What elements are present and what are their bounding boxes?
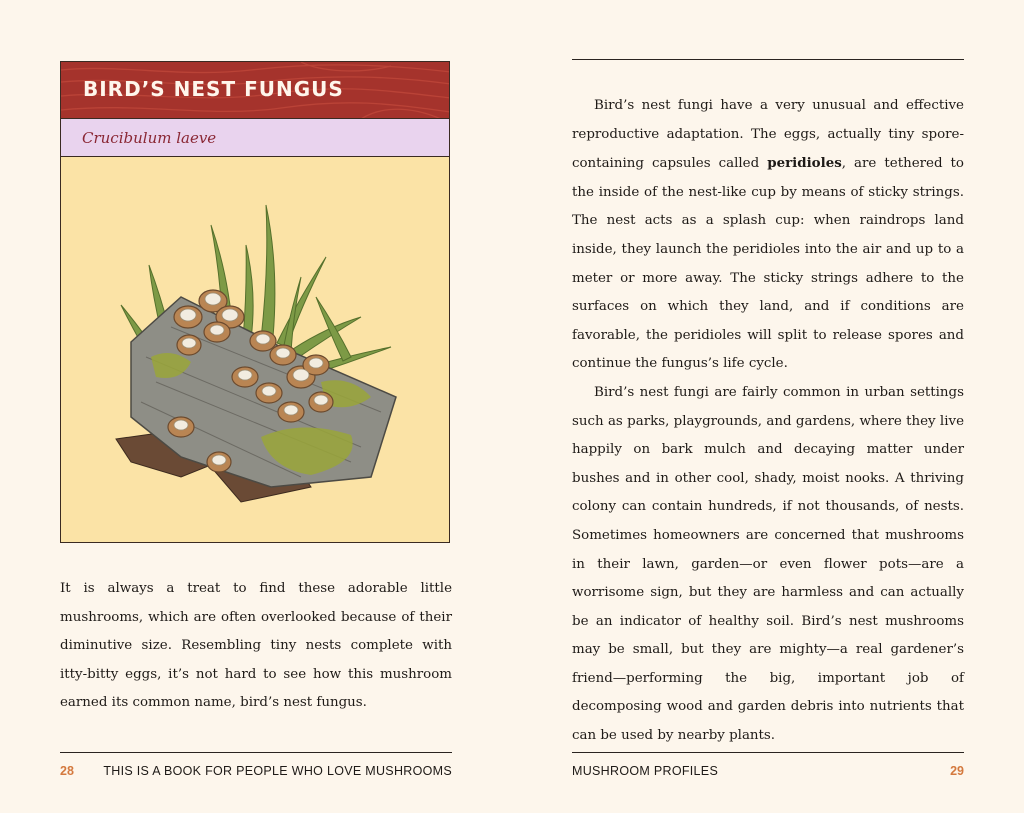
card-subtitle (61, 119, 449, 157)
species-card (60, 61, 450, 543)
body-text (572, 92, 964, 751)
page-number: 28 (60, 764, 74, 778)
paragraph-1-start: Bird’s nest fungi have a very unusual and effective reproductive adaptation. The eggs, actually tiny spore-containing capsules called (572, 98, 964, 172)
footer-divider (572, 752, 964, 753)
paragraph-2: Bird’s nest fungi are fairly common in urban settings such as parks, playgrounds, and gardens, where they live happily on bark mulch and decaying matter under bushes and in other cool, shady, moist nooks. A thriving colony can contain hundreds, if not thousands, of nests. Sometimes homeowners are concerned that mushrooms in their lawn, garden—or even flower pots—are a worrisome sign, but they are harmless and can actually be an indicator of healthy soil. Bird’s nest mushrooms may be small, but they are mighty—a real gardener’s friend—performing the big, important job of decomposing wood and garden debris into nutrients that can be used by nearby plants. (572, 384, 964, 744)
header-divider (572, 59, 964, 60)
birds-nest-fungus-on-log-icon (61, 157, 449, 543)
paragraph-1 (572, 92, 964, 379)
running-head: MUSHROOM PROFILES (572, 764, 719, 778)
running-head: THIS IS A BOOK FOR PEOPLE WHO LOVE MUSHROOMS (103, 764, 452, 778)
card-header (61, 62, 449, 119)
card-title: BIRD’S NEST FUNGUS (83, 77, 344, 101)
paragraph-1-end: , are tethered to the inside of the nest-like cup by means of sticky strings. The nest acts as a splash cup: when raindrops land inside, they launch the peridioles into the air and up to a meter or more away. The sticky strings adhere to the surfaces on which they land, and if conditions are favorable, the peridioles will split to release spores and continue the fungus’s life cycle. (572, 156, 964, 372)
page-number: 29 (950, 764, 964, 778)
page-footer (60, 764, 452, 782)
latin-name: Crucibulum laeve (82, 129, 217, 147)
peridioles-term: peridioles (767, 155, 842, 172)
intro-paragraph (60, 575, 452, 718)
page-footer (572, 764, 964, 782)
right-page (512, 0, 1024, 813)
intro-text: It is always a treat to find these adorable little mushrooms, which are often overlooked because of their diminutive size. Resembling tiny nests complete with itty-bitty eggs, it’s not hard to see how this mushroom earned its common name, bird’s nest fungus. (60, 581, 452, 711)
footer-divider (60, 752, 452, 753)
